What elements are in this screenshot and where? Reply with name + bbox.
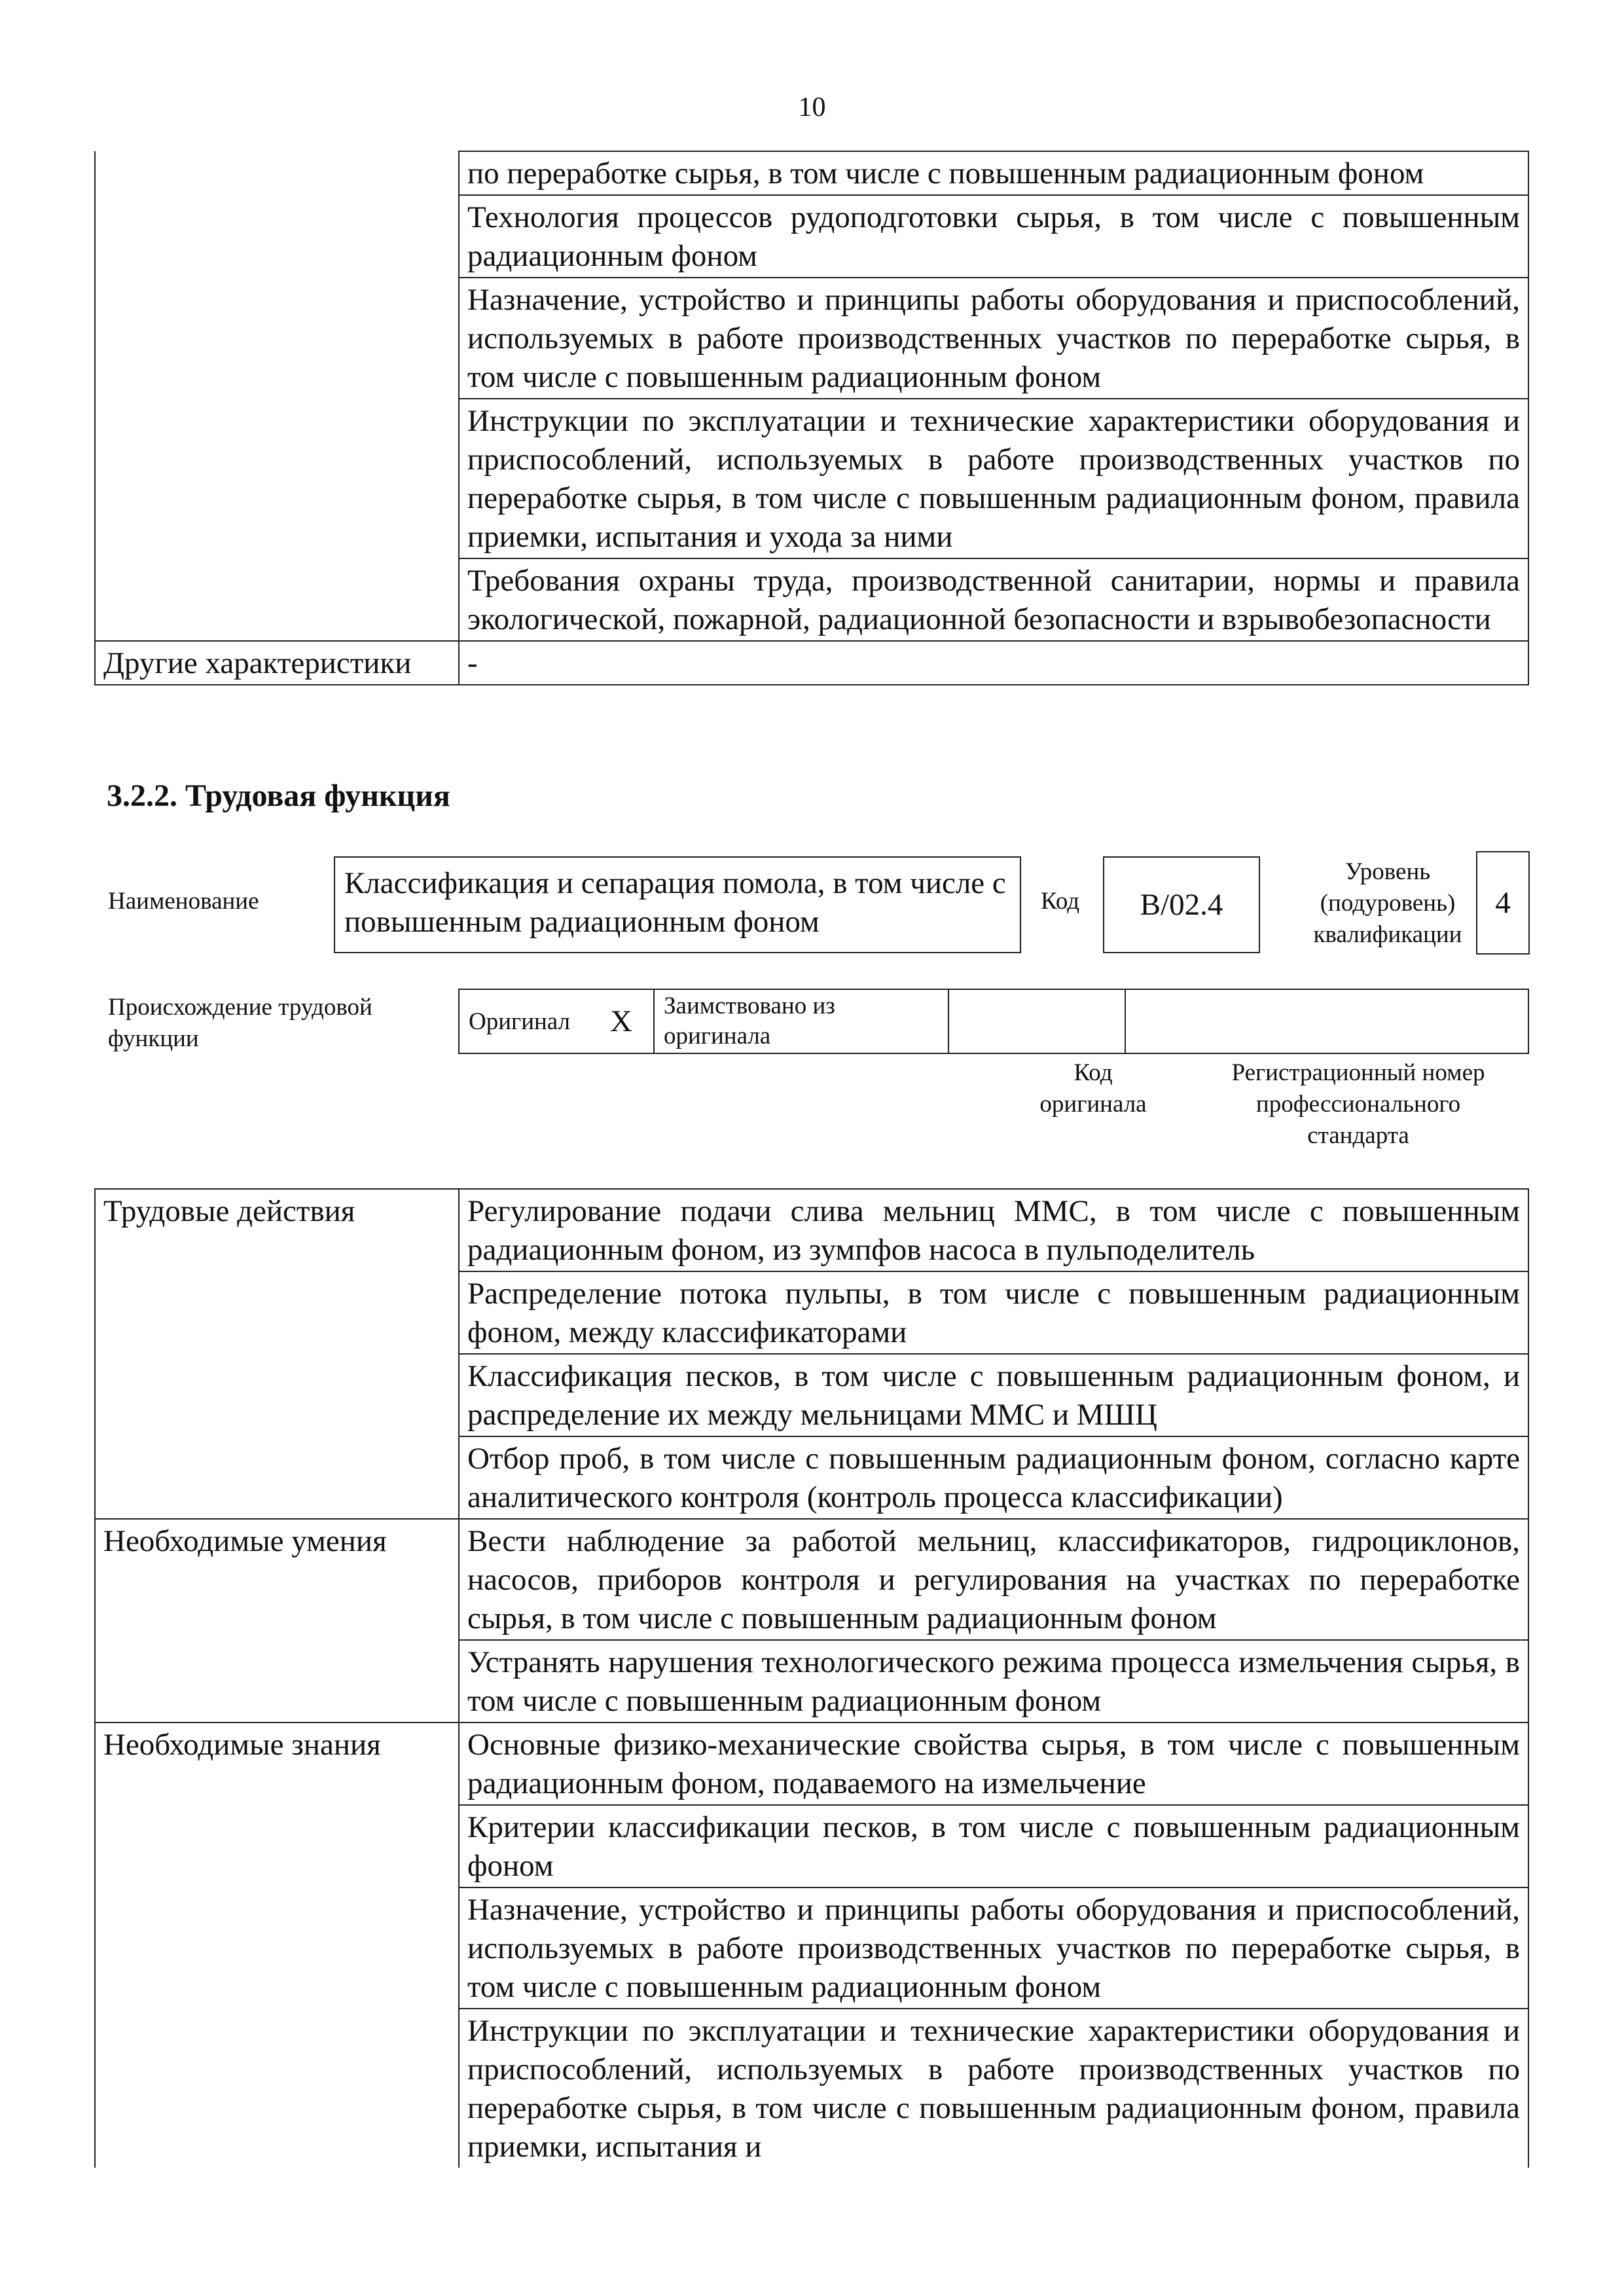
table-cell-text: Вести наблюдение за работой мельниц, классификаторов, гидроциклонов, насосов, приборов контроля и регулирования на участках по переработке сырья, в том числе с повышенным радиационным фоном	[459, 1519, 1528, 1640]
origin-table	[458, 989, 1529, 1054]
table-cell-text: Регулирование подачи слива мельниц ММС, в том числе с повышенным радиационным фоном, из зумпфов насоса в пульподелитель	[459, 1189, 1528, 1271]
caption-line: Регистрационный номер	[1231, 1059, 1485, 1086]
table-cell-text: Классификация песков, в том числе с повышенным радиационным фоном, и распределение их между мельницами ММС и МШЦ	[459, 1354, 1528, 1436]
table-cell-text: по переработке сырья, в том числе с повышенным радиационным фоном	[459, 151, 1528, 195]
table-cell-text: Назначение, устройство и принципы работы оборудования и приспособлений, используемых в работе производственных участков по переработке сырья, в том числе с повышенным радиационным фоном	[459, 1887, 1528, 2009]
table-cell-text: Назначение, устройство и принципы работы оборудования и приспособлений, используемых в работе производственных участков по переработке сырья, в том числе с повышенным радиационным фоном	[459, 278, 1528, 399]
registration-number-cell	[1125, 989, 1528, 1053]
page-number: 10	[798, 92, 826, 122]
level-label-line: квалификации	[1313, 921, 1462, 948]
qualification-level-label	[1270, 856, 1506, 951]
table-cell-text: Устранять нарушения технологического режима процесса измельчения сырья, в том числе с повышенным радиационным фоном	[459, 1640, 1528, 1722]
table-row	[459, 989, 1528, 1053]
function-code-box: B/02.4	[1103, 856, 1260, 953]
borrowed-label-line: Заимствовано из	[664, 993, 835, 1019]
table-row	[95, 1519, 1528, 1640]
caption-line: Код	[1074, 1059, 1113, 1086]
table-cell-text: Технология процессов рудоподготовки сырья, в том числе с повышенным радиационным фоном	[459, 195, 1528, 278]
level-label-line: (подуровень)	[1320, 890, 1456, 917]
table-cell-label	[95, 151, 459, 641]
level-label-line: Уровень	[1344, 858, 1431, 885]
group-label-required-skills: Необходимые умения	[95, 1519, 459, 1722]
table-row	[95, 1722, 1528, 1805]
table-row	[95, 641, 1528, 685]
knowledge-table-continued	[94, 151, 1529, 685]
table-cell-text: Критерии классификации песков, в том числе с повышенным радиационным фоном	[459, 1805, 1528, 1887]
function-details-table	[94, 1188, 1529, 2168]
table-cell-text: Распределение потока пульпы, в том числе с повышенным радиационным фоном, между классификаторами	[459, 1271, 1528, 1354]
origin-label-line: Происхождение трудовой	[108, 994, 372, 1021]
qualification-level-box: 4	[1476, 851, 1530, 955]
group-label-required-knowledge: Необходимые знания	[95, 1722, 459, 2168]
original-code-cell	[948, 989, 1125, 1053]
table-row	[95, 1189, 1528, 1271]
original-label: Оригинал	[459, 989, 589, 1053]
original-code-caption	[995, 1057, 1191, 1120]
origin-label	[108, 992, 372, 1055]
table-cell-text: Инструкции по эксплуатации и технические характеристики оборудования и приспособлений, используемых в работе производственных участков по переработке сырья, в том числе с повышенным радиационным фоном, правила приемки, испытания и ухода за ними	[459, 399, 1528, 558]
section-heading: 3.2.2. Трудовая функция	[107, 778, 450, 813]
table-cell-text: -	[459, 641, 1528, 685]
table-cell-text: Отбор проб, в том числе с повышенным радиационным фоном, согласно карте аналитического контроля (контроль процесса классификации)	[459, 1436, 1528, 1519]
original-mark: X	[589, 989, 654, 1053]
table-cell-text: Инструкции по эксплуатации и технические характеристики оборудования и приспособлений, используемых в работе производственных участков по переработке сырья, в том числе с повышенным радиационным фоном, правила приемки, испытания и	[459, 2009, 1528, 2168]
caption-line: оригинала	[1039, 1091, 1147, 1118]
origin-label-line: функции	[108, 1025, 199, 1052]
table-row	[95, 151, 1528, 195]
table-cell-text: Основные физико-механические свойства сырья, в том числе с повышенным радиационным фоном, подаваемого на измельчение	[459, 1722, 1528, 1805]
caption-line: профессионального	[1255, 1091, 1461, 1118]
code-label: Код	[1041, 888, 1080, 915]
borrowed-label-line: оригинала	[664, 1023, 771, 1049]
group-label-labor-actions: Трудовые действия	[95, 1189, 459, 1519]
borrowed-label	[654, 989, 948, 1053]
name-label: Наименование	[108, 888, 259, 915]
table-cell-label: Другие характеристики	[95, 641, 459, 685]
registration-number-caption	[1185, 1057, 1532, 1152]
caption-line: стандарта	[1307, 1122, 1409, 1149]
function-name-box: Классификация и сепарация помола, в том числе с повышенным радиационным фоном	[334, 856, 1021, 953]
table-cell-text: Требования охраны труда, производственной санитарии, нормы и правила экологической, пожарной, радиационной безопасности и взрывобезопасности	[459, 558, 1528, 641]
